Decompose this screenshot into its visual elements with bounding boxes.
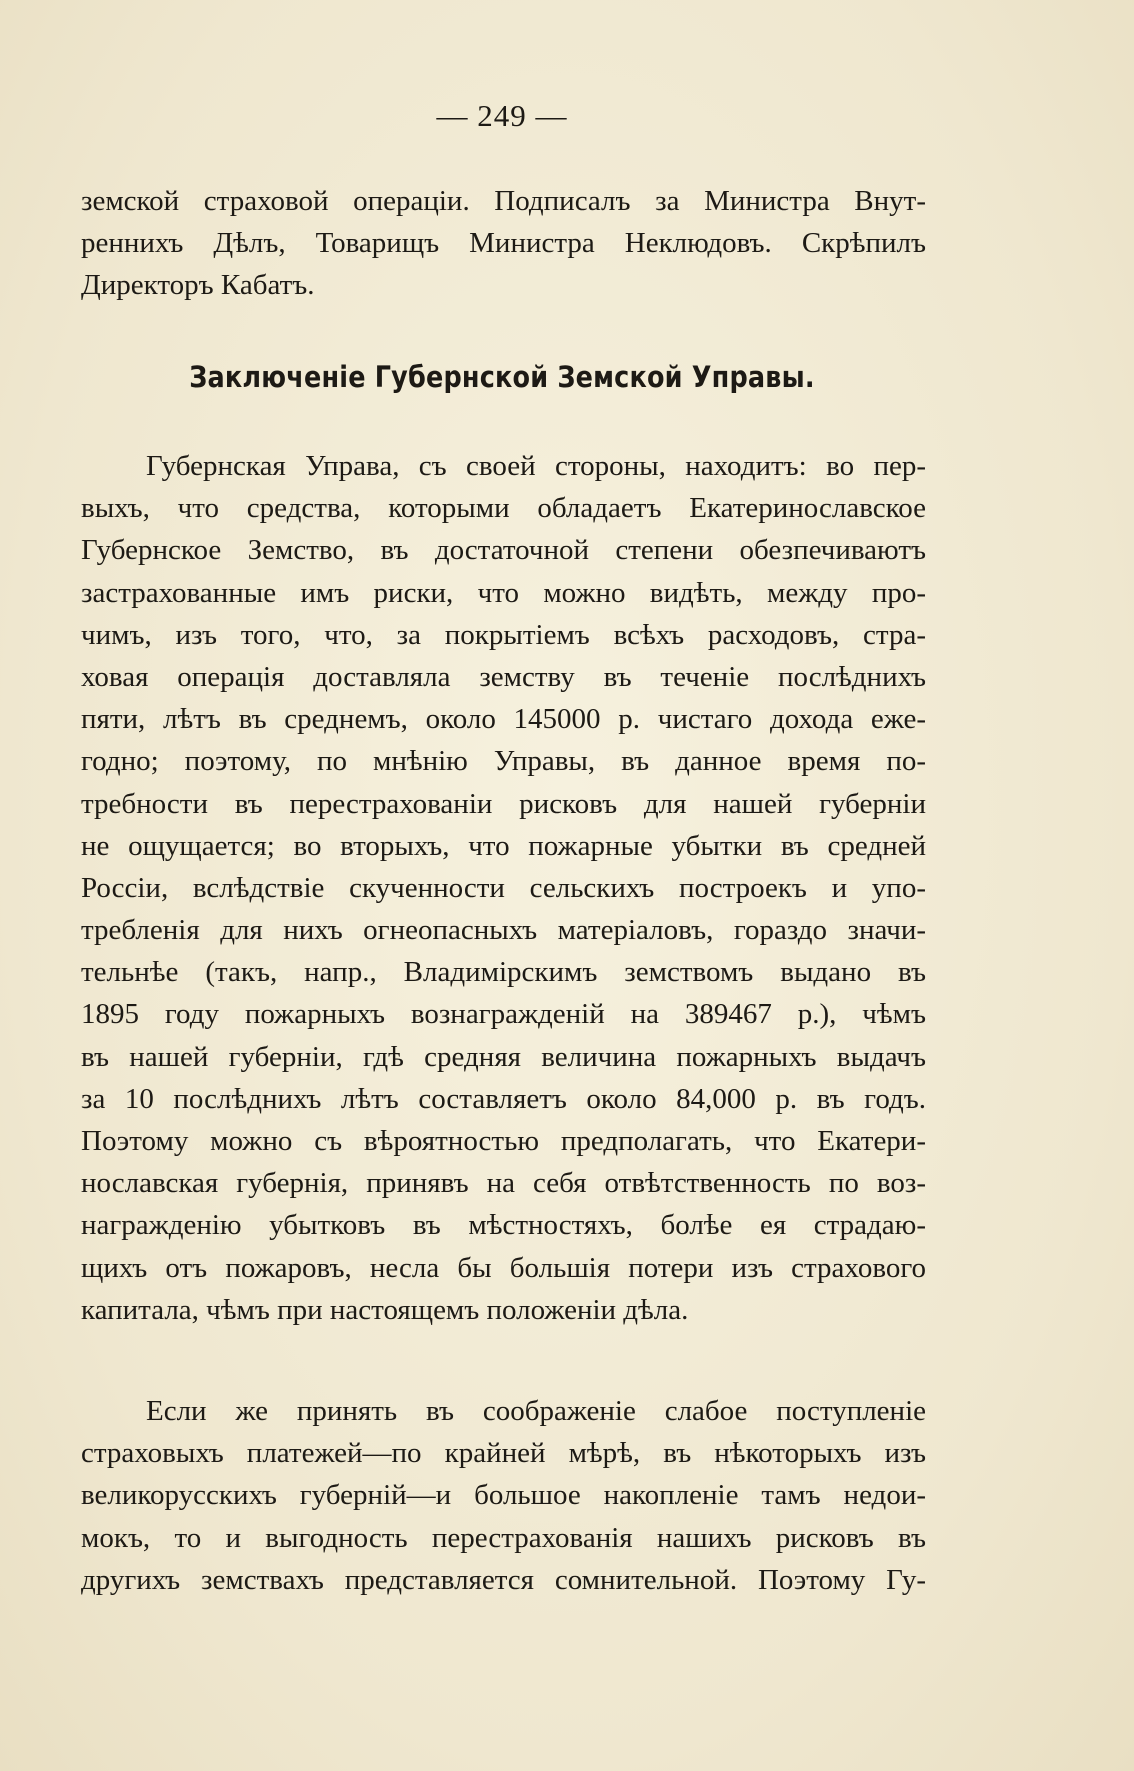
text-line: 1895 году пожарныхъ вознагражденій на 389467 р.), чѣмъ xyxy=(81,998,926,1031)
text-line: щихъ отъ пожаровъ, несла бы большія потери изъ страхового xyxy=(81,1251,926,1284)
text-line: Губернское Земство, въ достаточной степени обезпечиваютъ xyxy=(81,534,926,567)
text-line: застрахованные имъ риски, что можно видѣть, между про- xyxy=(81,576,926,609)
text-line: нославская губернія, принявъ на себя отвѣтственность по воз- xyxy=(81,1167,926,1200)
text-line: чимъ, изъ того, что, за покрытіемъ всѣхъ расходовъ, стра- xyxy=(81,618,926,651)
text-line: выхъ, что средства, которыми обладаетъ Екатеринославское xyxy=(81,492,926,525)
text-line: страховыхъ платежей—по крайней мѣрѣ, въ нѣкоторыхъ изъ xyxy=(81,1437,926,1470)
text-line: тельнѣе (такъ, напр., Владимірскимъ земствомъ выдано въ xyxy=(81,956,926,989)
text-line: Директоръ Кабатъ. xyxy=(81,269,315,302)
text-line: ховая операція доставляла земству въ теченіе послѣднихъ xyxy=(81,660,926,693)
paragraph-1 xyxy=(81,445,926,1331)
text-line: награжденію убытковъ въ мѣстностяхъ, болѣе ея страдаю- xyxy=(81,1209,926,1242)
text-line: требности въ перестрахованіи рисковъ для нашей губерніи xyxy=(81,787,926,820)
text-line: реннихъ Дѣлъ, Товарищъ Министра Неклюдовъ. Скрѣпилъ xyxy=(81,227,926,260)
page-number: — 249 — xyxy=(436,98,568,133)
text-line: Губернская Управа, съ своей стороны, находитъ: во пер- xyxy=(146,450,926,482)
text-line: годно; поэтому, по мнѣнію Управы, въ данное время по- xyxy=(81,745,926,778)
text-line: пяти, лѣтъ въ среднемъ, около 145000 р. чистаго дохода еже- xyxy=(81,703,926,736)
text-line: Россіи, вслѣдствіе скученности сельскихъ построекъ и упо- xyxy=(81,871,926,904)
text-line: Поэтому можно съ вѣроятностью предполагать, что Екатери- xyxy=(81,1125,926,1157)
text-line: въ нашей губерніи, гдѣ средняя величина пожарныхъ выдачъ xyxy=(81,1040,926,1073)
intro-paragraph xyxy=(81,180,926,307)
text-line: мокъ, то и выгодность перестрахованія нашихъ рисковъ въ xyxy=(81,1521,926,1554)
text-line: земской страховой операціи. Подписалъ за Министра Внут- xyxy=(81,185,926,217)
text-line: за 10 послѣднихъ лѣтъ составляетъ около 84,000 р. въ годъ. xyxy=(81,1082,926,1115)
text-line: другихъ земствахъ представляется сомнительной. Поэтому Гу- xyxy=(81,1563,926,1596)
section-heading: Заключеніе Губернской Земской Управы. xyxy=(189,360,815,394)
text-line: великорусскихъ губерній—и большое накопленіе тамъ недои- xyxy=(81,1479,926,1512)
text-line: Если же принять въ соображеніе слабое поступленіе xyxy=(146,1395,926,1427)
text-line: требленія для нихъ огнеопасныхъ матеріаловъ, гораздо значи- xyxy=(81,914,926,947)
text-line: капитала, чѣмъ при настоящемъ положеніи дѣла. xyxy=(81,1293,689,1326)
text-line: не ощущается; во вторыхъ, что пожарные убытки въ средней xyxy=(81,829,926,862)
paragraph-2 xyxy=(81,1390,926,1601)
